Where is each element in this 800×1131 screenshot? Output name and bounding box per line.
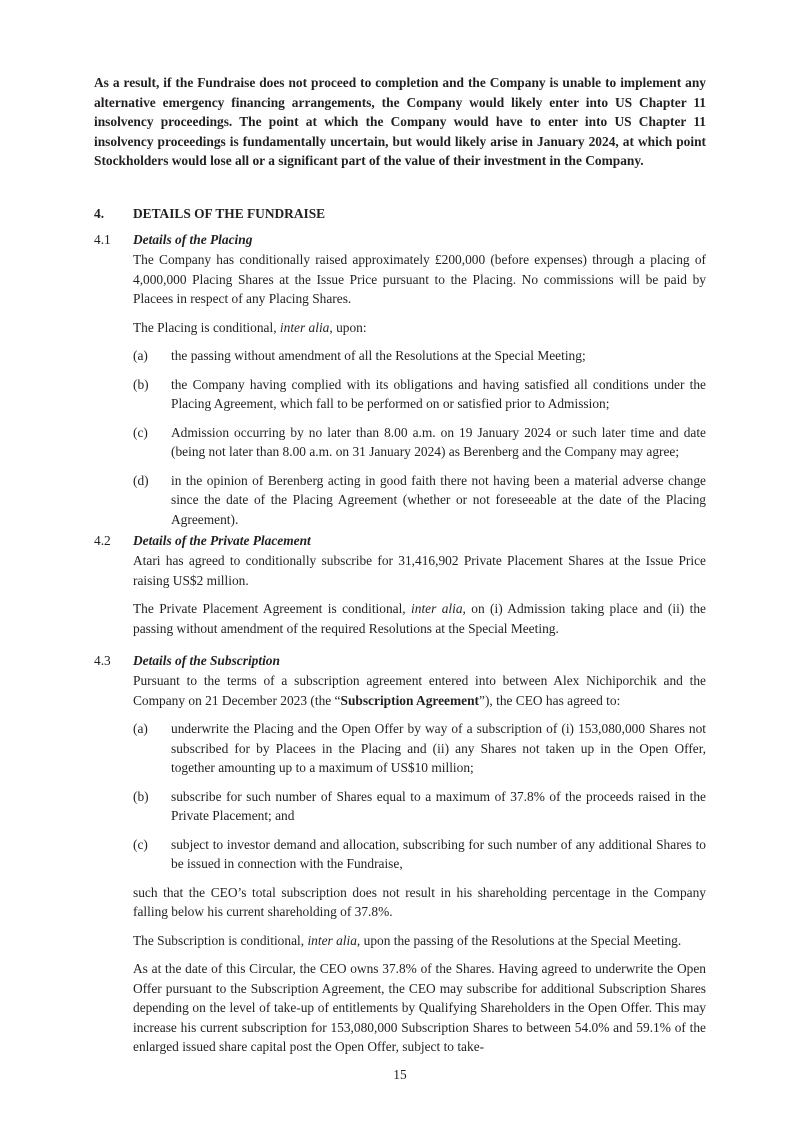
text-span: The Subscription is conditional, xyxy=(133,932,308,948)
subsection-number: 4.3 xyxy=(94,653,111,668)
list-text: the Company having complied with its obligations and having satisfied all conditions under the Placing Agreement, which fall to be performed on or satisfied prior to Admission; xyxy=(171,376,706,411)
subsection-placing xyxy=(94,230,706,538)
list-label: (c) xyxy=(133,836,148,852)
list-label: (a) xyxy=(133,721,148,736)
list-item xyxy=(133,787,706,826)
private-placement-paragraph: Atari has agreed to conditionally subscribe for 31,416,902 Private Placement Shares at the Issue Price raising US$2 million. xyxy=(133,553,706,588)
list-text: subject to investor demand and allocation, subscribing for such number of any additional Shares to be issued in connection with the Fundraise, xyxy=(171,836,706,871)
text-span: , upon the passing of the Resolutions at the Special Meeting. xyxy=(356,932,682,948)
list-label: (b) xyxy=(133,376,149,392)
italic-text: inter alia xyxy=(411,601,463,616)
subscription-conditions xyxy=(133,931,706,951)
text-span: The Private Placement Agreement is conditional, xyxy=(133,601,412,616)
subsection-title: Details of the Placing xyxy=(133,232,253,247)
list-label: (d) xyxy=(133,472,149,488)
subsection-number: 4.2 xyxy=(94,533,111,548)
list-text: subscribe for such number of Shares equal to a maximum of 37.8% of the proceeds raised in the Private Placement; and xyxy=(171,788,706,823)
list-item xyxy=(133,375,706,414)
subscription-threshold-paragraph: such that the CEO’s total subscription does not result in his shareholding percentage in the Company falling below his current shareholding of 37.8%. xyxy=(133,884,706,919)
section-number: 4. xyxy=(94,206,105,221)
list-label: (a) xyxy=(133,348,148,363)
subsection-title: Details of the Private Placement xyxy=(133,533,311,548)
list-text: the passing without amendment of all the Resolutions at the Special Meeting; xyxy=(171,348,586,363)
list-label: (c) xyxy=(133,424,148,440)
list-item xyxy=(133,471,706,530)
list-item xyxy=(133,835,706,874)
text-span: The Placing is conditional, xyxy=(133,319,280,335)
section-title: DETAILS OF THE FUNDRAISE xyxy=(133,206,326,221)
intro-warning-paragraph: As a result, if the Fundraise does not proceed to completion and the Company is unable to implement any alternative emergency financing arrangements, the Company would likely enter into US Chapter 11 insolvency proceedings. The point at which the Company would have to enter into US Chapter 11 insolvency proceedings is fundamentally uncertain, but would likely arise in January 2024, at which point Stockholders would lose all or a significant part of the value of their investment in the Company. xyxy=(94,75,706,168)
ceo-shareholding-paragraph: As at the date of this Circular, the CEO owns 37.8% of the Shares. Having agreed to underwrite the Open Offer pursuant to the Subscription Agreement, the CEO may subscribe for additional Subscription Shares depending on the level of take-up of entitlements by Qualifying Shareholders in the Open Offer. This may increase his current subscription for 153,080,000 Subscription Shares to between 54.0% and 59.1% of the enlarged issued share capital post the Open Offer, subject to take- xyxy=(133,961,706,1054)
italic-text: inter alia xyxy=(279,319,330,335)
page-number: 15 xyxy=(393,1067,407,1082)
section-heading xyxy=(94,204,706,224)
subsection-heading xyxy=(94,651,706,671)
subsection-number: 4.1 xyxy=(94,232,111,247)
defined-term: Subscription Agreement xyxy=(340,692,479,708)
italic-text: inter alia xyxy=(307,932,357,948)
list-text: in the opinion of Berenberg acting in good faith there not having been a material adverse change since the date of the Placing Agreement (whether or not foreseeable at the date of the Placing Agreement). xyxy=(171,472,706,527)
text-span: ”), the CEO has agreed to: xyxy=(479,692,621,708)
subsection-heading xyxy=(94,230,706,250)
placing-paragraph: The Company has conditionally raised approximately £200,000 (before expenses) through a placing of 4,000,000 Placing Shares at the Issue Price pursuant to the Placing. No commissions will be paid by Placees in respect of any Placing Shares. xyxy=(133,252,706,306)
subsection-title: Details of the Subscription xyxy=(133,653,280,668)
list-item xyxy=(133,423,706,462)
list-item xyxy=(133,719,706,778)
subsection-private-placement xyxy=(94,531,706,647)
subsection-heading xyxy=(94,531,706,551)
text-span: , upon: xyxy=(329,319,367,335)
text-span: , on (i) Admission taking place and (ii) the passing without amendment of the required Resolutions at the Special Meeting. xyxy=(133,601,706,636)
list-text: Admission occurring by no later than 8.00 a.m. on 19 January 2024 or such later time and date (being not later than 8.00 a.m. on 31 January 2024) as Berenberg and the Company may agree; xyxy=(171,424,706,459)
list-item xyxy=(133,346,706,366)
subscription-paragraph xyxy=(133,671,706,710)
private-placement-conditions xyxy=(133,599,706,638)
text-span: Pursuant to the terms of a subscription agreement entered into between Alex Nichiporchik and the Company on 21 December 2023 (the “ xyxy=(133,673,706,708)
list-label: (b) xyxy=(133,788,149,804)
placing-conditions-intro xyxy=(133,318,706,338)
list-text: underwrite the Placing and the Open Offer by way of a subscription of (i) 153,080,000 Shares not subscribed for by Placees in the Placing and (ii) any Shares not taken up in the Open Offer, together amounting up to a maximum of US$10 million; xyxy=(171,721,706,775)
subsection-subscription xyxy=(94,651,706,1066)
